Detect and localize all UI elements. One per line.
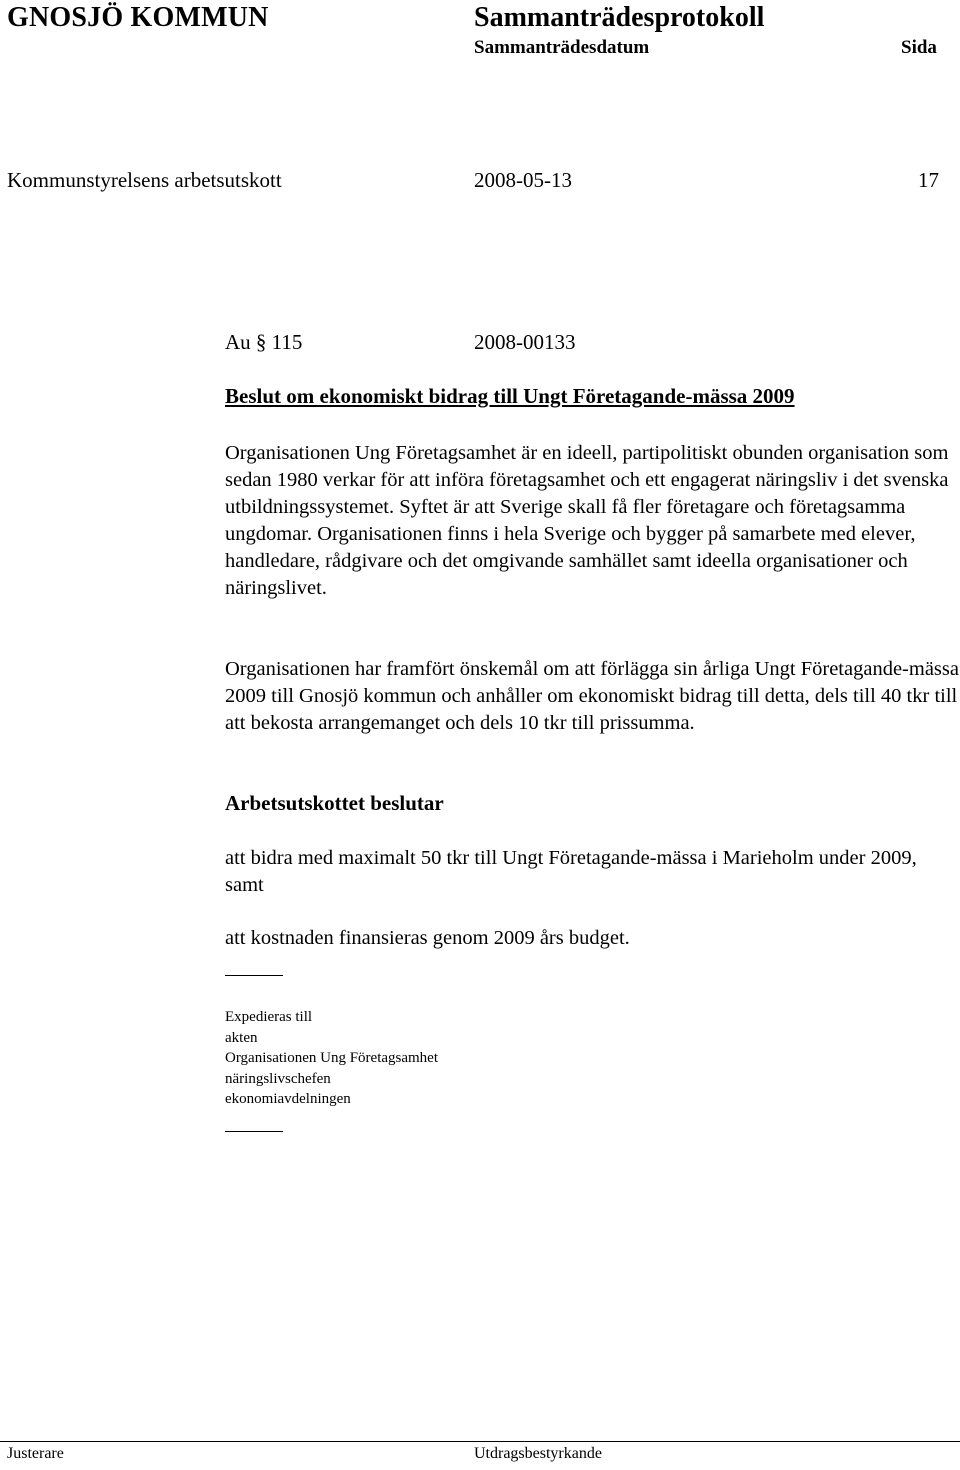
dispatch-label: Expedieras till	[225, 1009, 313, 1025]
dispatch-recipient: ekonomiavdelningen	[225, 1091, 351, 1107]
case-number: Au § 115	[225, 330, 303, 354]
diary-number: 2008-00133	[474, 330, 576, 354]
committee-name: Kommunstyrelsens arbetsutskott	[7, 168, 282, 192]
decision-item: att bidra med maximalt 50 tkr till Ungt Företagande-mässa i Marieholm under 2009, samt	[225, 847, 917, 896]
dispatch-recipient: akten	[225, 1029, 258, 1046]
dispatch-recipient: Organisationen Ung Företagsamhet	[225, 1050, 439, 1066]
case-title: Beslut om ekonomiskt bidrag till Ungt Företagande-mässa 2009	[225, 384, 795, 408]
decision-item: att kostnaden finansieras genom 2009 års budget.	[225, 927, 630, 949]
dispatch-list	[225, 1007, 438, 1110]
page-number: 17	[918, 168, 939, 192]
meeting-date: 2008-05-13	[474, 168, 572, 192]
page-label: Sida	[901, 37, 937, 58]
dispatch-recipient: näringslivschefen	[225, 1070, 331, 1087]
municipality-name: GNOSJÖ KOMMUN	[7, 2, 269, 33]
decision-heading: Arbetsutskottet beslutar	[225, 791, 444, 815]
background-paragraph: Organisationen Ung Företagsamhet är en ideell, partipolitiskt obunden organisation som sedan 1980 verkar för att införa företagsamhet och ett engagerat näringsliv i det svenska utbildningssystemet. Syftet är att Sverige skall få fler företagare och företagsamma ungdomar. Organisationen finns i hela Sverige och bygger på samarbete med elever, handledare, rådgivare och det omgivande samhället samt ideella organisationer och näringslivet.	[225, 442, 949, 599]
separator-line	[225, 1131, 283, 1132]
meeting-date-label: Sammanträdesdatum	[474, 37, 650, 58]
separator-line	[225, 975, 283, 976]
request-paragraph: Organisationen har framfört önskemål om att förlägga sin årliga Ungt Företagande-mässa 2009 till Gnosjö kommun och anhåller om ekonomiskt bidrag till detta, dels till 40 tkr till att bekosta arrangemanget och dels 10 tkr till prissumma.	[225, 658, 959, 734]
adjuster-label: Justerare	[7, 1445, 64, 1462]
footer-divider	[0, 1441, 960, 1442]
document-type: Sammanträdesprotokoll	[474, 2, 765, 33]
extract-certification-label: Utdragsbestyrkande	[474, 1445, 602, 1462]
